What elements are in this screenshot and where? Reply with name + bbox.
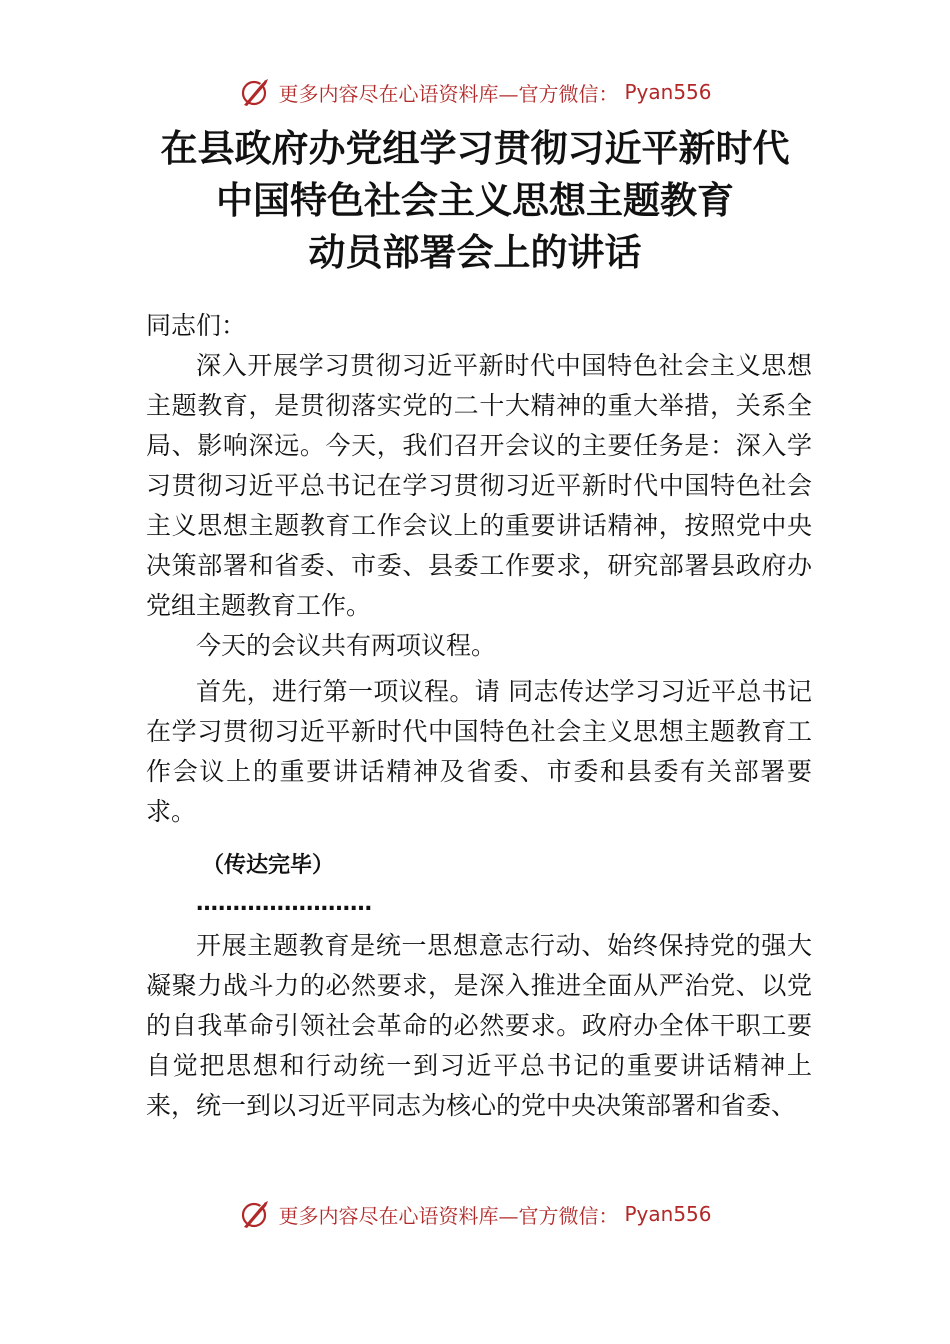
relay-complete-note: （传达完毕） [202,853,335,878]
ellipsis-divider: …………………… [196,891,372,916]
document-title [0,122,950,278]
title-line-3: 动员部署会上的讲话 [308,230,642,274]
document-body [146,306,812,1126]
quill-logo-icon [238,75,272,109]
quill-logo-icon [238,1197,272,1231]
watermark-handle: Pyan556 [624,1202,712,1226]
watermark-handle: Pyan556 [624,80,712,104]
paragraph-2: 今天的会议共有两项议程。 [196,631,497,660]
paragraph-4: 开展主题教育是统一思想意志行动、始终保持党的强大凝聚力战斗力的必然要求，是深入推进全面从严治党、以党的自我革命引领社会革命的必然要求。政府办全体干职工要自觉把思想和行动统一到习近平总书记的重要讲话精神上来，统一到以习近平同志为核心的党中央决策部署和省委、 [146,931,812,1120]
watermark-text: 更多内容尽在心语资料库—官方微信： [278,81,619,106]
watermark-text: 更多内容尽在心语资料库—官方微信： [278,1203,619,1228]
title-line-2: 中国特色社会主义思想主题教育 [216,178,734,222]
salutation: 同志们： [146,311,247,340]
footer-watermark [0,1194,950,1234]
header-watermark [0,72,950,112]
paragraph-3: 首先，进行第一项议程。请 同志传达学习习近平总书记在学习贯彻习近平新时代中国特色社会主义思想主题教育工作会议上的重要讲话精神及省委、市委和县委有关部署要求。 [146,677,812,826]
title-line-1: 在县政府办党组学习贯彻习近平新时代 [160,126,790,170]
paragraph-1: 深入开展学习贯彻习近平新时代中国特色社会主义思想主题教育，是贯彻落实党的二十大精神的重大举措，关系全局、影响深远。今天，我们召开会议的主要任务是：深入学习贯彻习近平总书记在学习贯彻习近平新时代中国特色社会主义思想主题教育工作会议上的重要讲话精神，按照党中央决策部署和省委、市委、县委工作要求，研究部署县政府办党组主题教育工作。 [146,351,812,620]
